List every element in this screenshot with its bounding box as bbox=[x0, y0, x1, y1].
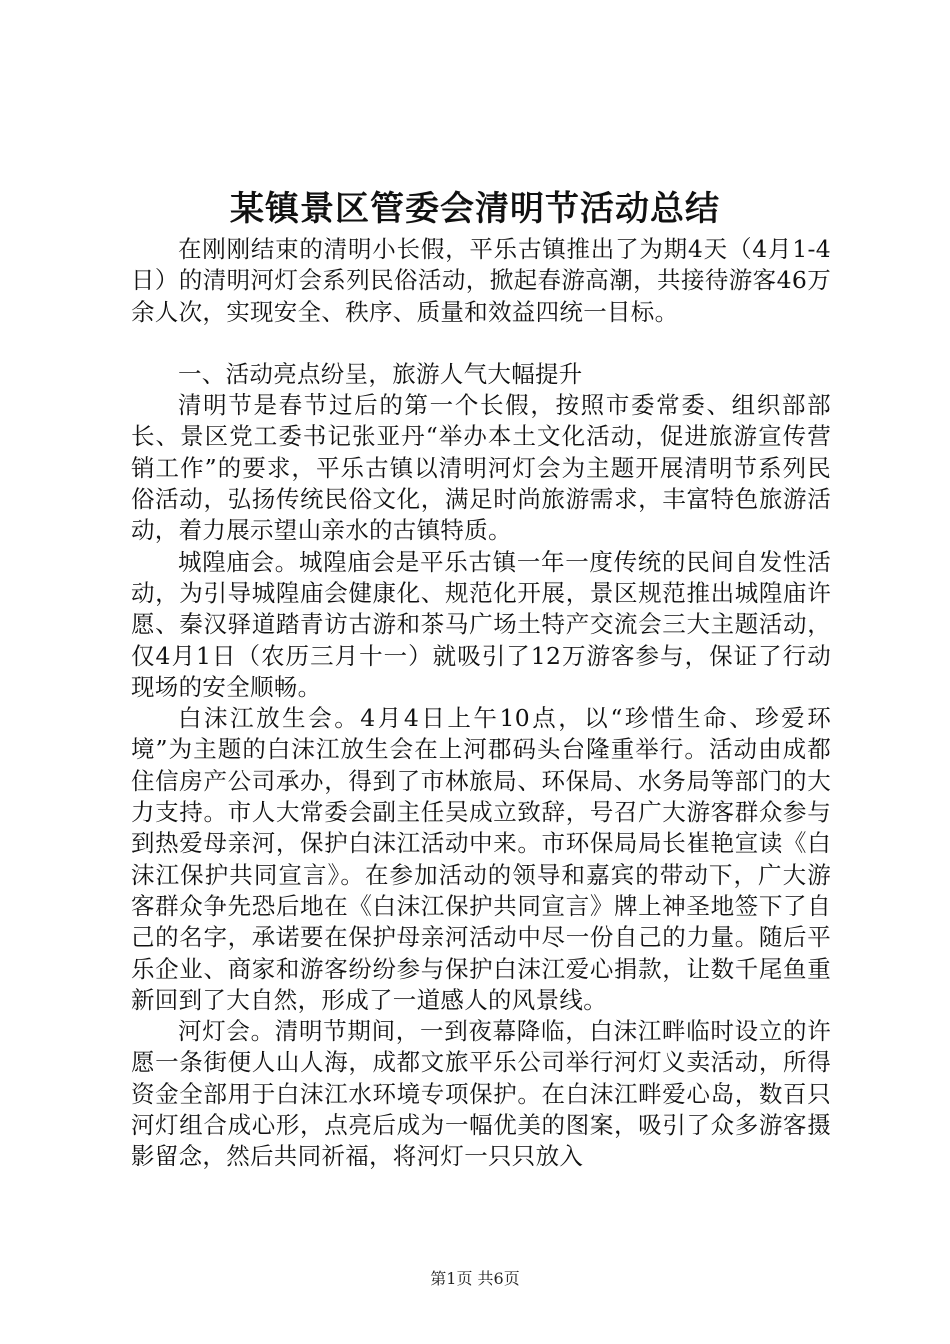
paragraph-lantern-fair: 河灯会。清明节期间，一到夜幕降临，白沫江畔临时设立的许愿一条街便人山人海，成都文旅平乐公司举行河灯义卖活动，所得资金全部用于白沫江水环境专项保护。在白沫江畔爱心岛，数百只河灯组合成心形，点亮后成为一幅优美的图案，吸引了众多游客摄影留念，然后共同祈福，将河灯一只只放入 bbox=[131, 1017, 831, 1171]
page-footer: 第1页 共6页 bbox=[430, 1269, 520, 1288]
paragraph-qingming: 清明节是春节过后的第一个长假，按照市委常委、组织部部长、景区党工委书记张亚丹“举办本土文化活动，促进旅游宣传营销工作”的要求，平乐古镇以清明河灯会为主题开展清明节系列民俗活动，弘扬传统民俗文化，满足时尚旅游需求，丰富特色旅游活动，着力展示望山亲水的古镇特质。 bbox=[131, 391, 831, 545]
paragraph-temple-fair: 城隍庙会。城隍庙会是平乐古镇一年一度传统的民间自发性活动，为引导城隍庙会健康化、规范化开展，景区规范推出城隍庙许愿、秦汉驿道踏青访古游和茶马广场土特产交流会三大主题活动，仅4月1日（农历三月十一）就吸引了12万游客参与，保证了行动现场的安全顺畅。 bbox=[131, 547, 831, 701]
section-heading: 一、活动亮点纷呈，旅游人气大幅提升 bbox=[178, 359, 583, 388]
document-body bbox=[131, 234, 831, 1173]
intro-paragraph: 在刚刚结束的清明小长假，平乐古镇推出了为期4天（4月1-4日）的清明河灯会系列民俗活动，掀起春游高潮，共接待游客46万余人次，实现安全、秩序、质量和效益四统一目标。 bbox=[131, 235, 831, 326]
document-title: 某镇景区管委会清明节活动总结 bbox=[230, 189, 720, 229]
paragraph-release-event: 白沫江放生会。4月4日上午10点，以“珍惜生命、珍爱环境”为主题的白沫江放生会在上河郡码头台隆重举行。活动由成都住信房产公司承办，得到了市林旅局、环保局、水务局等部门的大力支持。市人大常委会副主任吴成立致辞，号召广大游客群众参与到热爱母亲河，保护白沫江活动中来。市环保局局长崔艳宣读《白沫江保护共同宣言》。在参加活动的领导和嘉宾的带动下，广大游客群众争先恐后地在《白沫江保护共同宣言》牌上神圣地签下了自己的名字，承诺要在保护母亲河活动中尽一份自己的力量。随后平乐企业、商家和游客纷纷参与保护白沫江爱心捐款，让数千尾鱼重新回到了大自然，形成了一道感人的风景线。 bbox=[131, 704, 831, 1014]
